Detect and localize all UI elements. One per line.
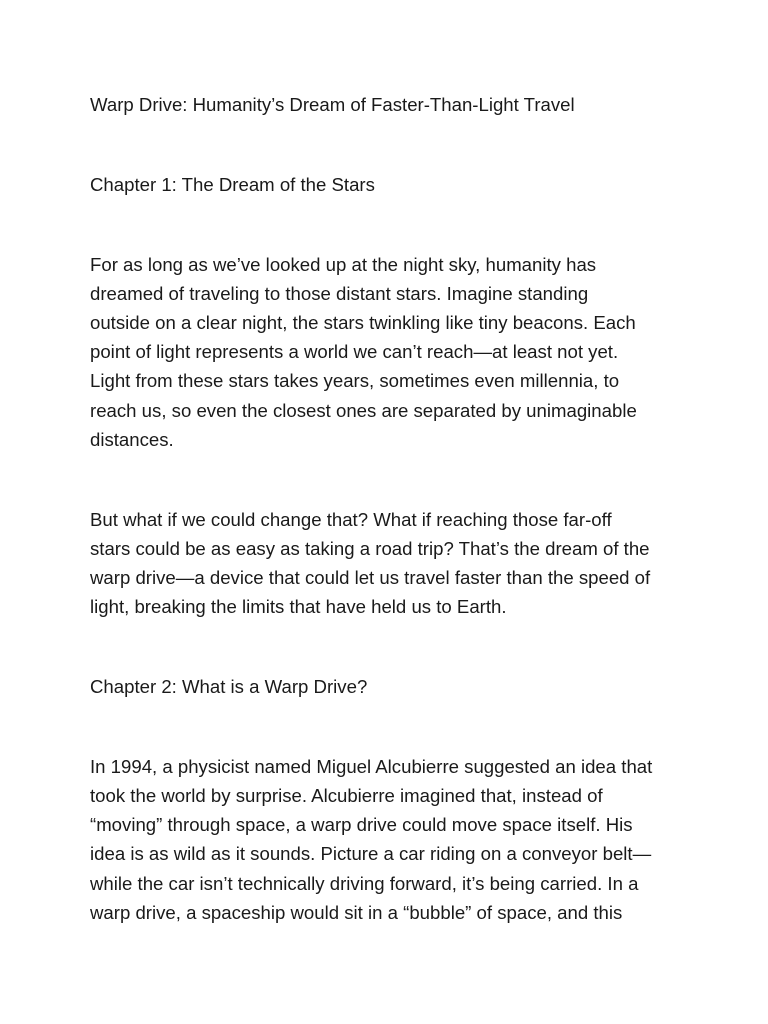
chapter-2-heading: Chapter 2: What is a Warp Drive? — [90, 676, 368, 698]
text-line: while the car isn’t technically driving forward, it’s being carried. In a — [90, 872, 639, 894]
chapter-1-paragraph-1 — [90, 250, 678, 454]
chapter-1-heading: Chapter 1: The Dream of the Stars — [90, 173, 375, 195]
text-line: In 1994, a physicist named Miguel Alcubierre suggested an idea that — [90, 755, 653, 777]
text-line: outside on a clear night, the stars twinkling like tiny beacons. Each — [90, 312, 636, 333]
text-line: Light from these stars takes years, sometimes even millennia, to — [90, 370, 620, 392]
text-line: For as long as we’ve looked up at the night sky, humanity has — [90, 253, 597, 275]
text-line: light, breaking the limits that have held us to Earth. — [90, 596, 507, 618]
text-line: dreamed of traveling to those distant stars. Imagine standing — [90, 282, 589, 304]
text-line: warp drive—a device that could let us travel faster than the speed of — [90, 567, 651, 589]
text-line: took the world by surprise. Alcubierre imagined that, instead of — [90, 785, 603, 807]
text-line: But what if we could change that? What if reaching those far-off — [90, 508, 612, 530]
text-line: idea is as wild as it sounds. Picture a car riding on a conveyor belt— — [90, 843, 652, 865]
chapter-2-paragraph-1 — [90, 752, 678, 927]
text-line: point of light represents a world we can’t reach—at least not yet. — [90, 341, 619, 363]
text-line: reach us, so even the closest ones are separated by unimaginable — [90, 399, 637, 421]
text-line: distances. — [90, 428, 174, 450]
text-line: stars could be as easy as taking a road trip? That’s the dream of the — [90, 537, 650, 559]
text-line: “moving” through space, a warp drive could move space itself. His — [90, 814, 633, 836]
chapter-1-paragraph-2 — [90, 505, 678, 622]
text-line: warp drive, a spaceship would sit in a “bubble” of space, and this — [90, 901, 623, 923]
document-title: Warp Drive: Humanity’s Dream of Faster-Than-Light Travel — [90, 94, 575, 115]
